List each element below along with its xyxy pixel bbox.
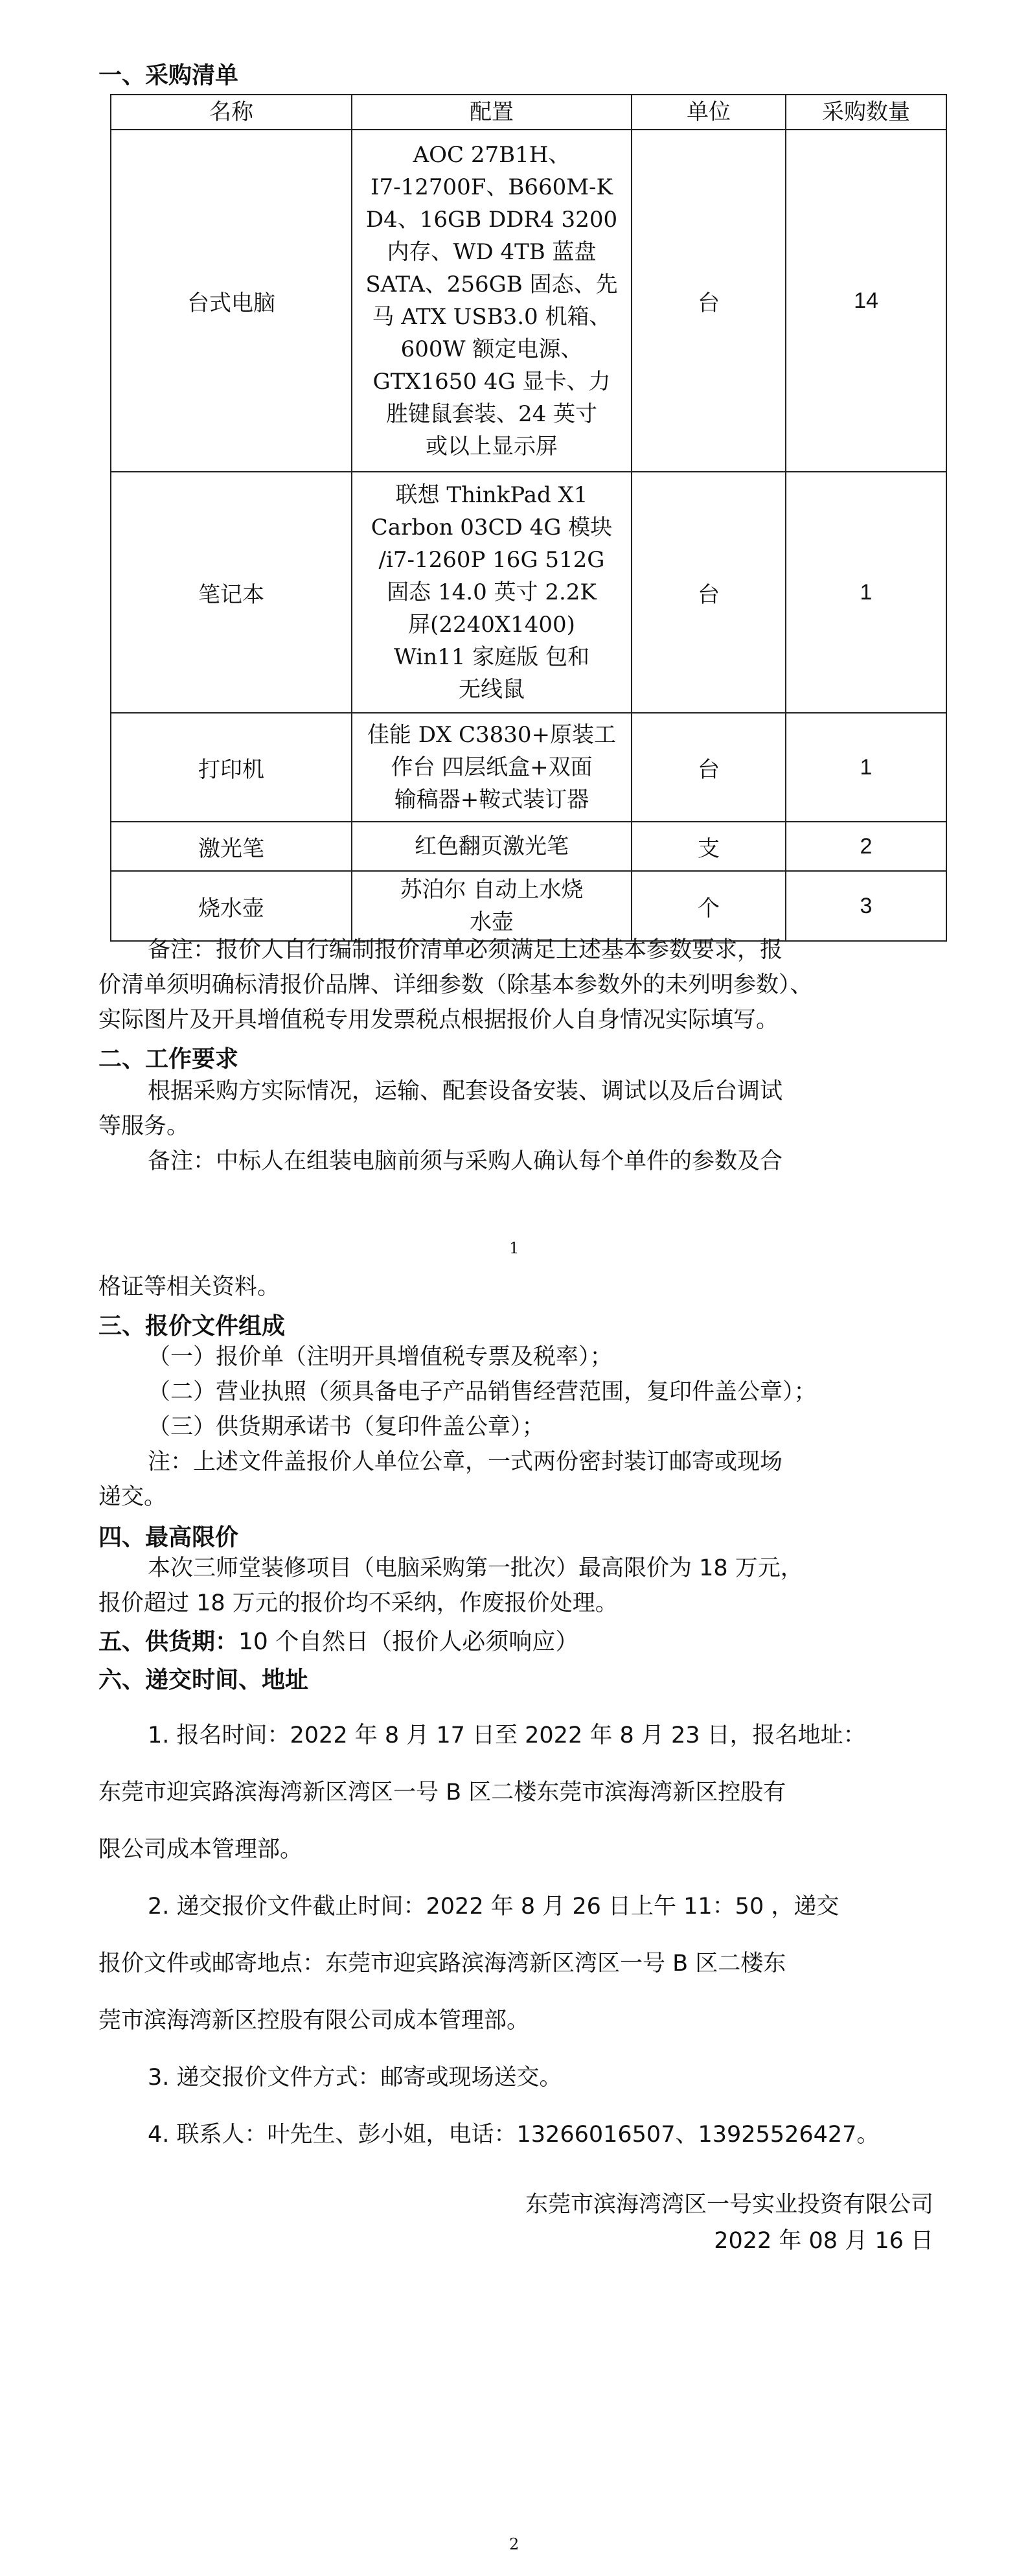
table-row xyxy=(111,713,946,822)
item-qty-cell: 3 xyxy=(786,871,946,941)
list-item: 报价文件或邮寄地点：东莞市迎宾路滨海湾新区湾区一号 B 区二楼东 xyxy=(98,1951,786,1977)
table-row xyxy=(111,130,946,472)
item-config-text: 苏泊尔 自动上水烧 水壶 xyxy=(400,877,584,935)
list-item: 4. 联系人：叶先生、彭小姐，电话：13266016507、13925526427。 xyxy=(148,2122,880,2148)
section-heading-submission: 六、递交时间、地址 xyxy=(98,1667,309,1693)
supply-period-text: 10 个自然日（报价人必须响应） xyxy=(238,1629,579,1655)
table-row xyxy=(111,822,946,871)
note-line: 价清单须明确标清报价品牌、详细参数（除基本参数外的未列明参数）、 xyxy=(98,972,813,998)
list-item: 1. 报名时间：2022 年 8 月 17 日至 2022 年 8 月 23 日，报名地址： xyxy=(148,1723,866,1748)
item-config-text: 佳能 DX C3830+原装工 作台 四层纸盒+双面 输稿器+鞍式装订器 xyxy=(367,722,617,813)
signature-date: 2022 年 08 月 16 日 xyxy=(714,2228,933,2254)
item-unit-cell: 台 xyxy=(632,472,786,713)
list-item: 东莞市迎宾路滨海湾新区湾区一号 B 区二楼东莞市滨海湾新区控股有 xyxy=(98,1780,786,1805)
note-line: 注：上述文件盖报价人单位公章，一式两份密封装订邮寄或现场 xyxy=(148,1449,783,1475)
section-heading-max-price: 四、最高限价 xyxy=(98,1524,239,1551)
list-item: 3. 递交报价文件方式：邮寄或现场送交。 xyxy=(148,2065,562,2091)
item-config-cell xyxy=(352,871,632,941)
table-header-row xyxy=(111,95,946,130)
procurement-table xyxy=(110,94,947,942)
signature-company: 东莞市滨海湾湾区一号实业投资有限公司 xyxy=(525,2192,933,2218)
item-qty-cell: 1 xyxy=(786,472,946,713)
table-row xyxy=(111,472,946,713)
page-number: 1 xyxy=(509,1239,520,1257)
item-config-cell xyxy=(352,472,632,713)
supply-period-line xyxy=(98,1624,578,1660)
list-item: 2. 递交报价文件截止时间：2022 年 8 月 26 日上午 11：50 ，递交 xyxy=(148,1894,840,1920)
note-line: 实际图片及开具增值税专用发票税点根据报价人自身情况实际填写。 xyxy=(98,1007,779,1033)
item-name-cell: 笔记本 xyxy=(111,472,352,713)
item-qty-cell: 2 xyxy=(786,822,946,871)
section-heading-quote-documents: 三、报价文件组成 xyxy=(98,1313,286,1340)
table-header-cell: 单位 xyxy=(632,95,786,130)
note-line: 备注：报价人自行编制报价清单必须满足上述基本参数要求，报 xyxy=(148,937,783,963)
table-header-cell: 采购数量 xyxy=(786,95,946,130)
table-header-cell: 名称 xyxy=(111,95,352,130)
list-item: （三）供货期承诺书（复印件盖公章）； xyxy=(148,1414,545,1440)
item-unit-cell: 台 xyxy=(632,130,786,472)
list-item: 莞市滨海湾新区控股有限公司成本管理部。 xyxy=(98,2008,530,2034)
paragraph-line: 报价超过 18 万元的报价均不采纳，作废报价处理。 xyxy=(98,1590,618,1616)
item-config-cell xyxy=(352,713,632,822)
list-item: （二）营业执照（须具备电子产品销售经营范围，复印件盖公章）； xyxy=(148,1379,817,1405)
note-line: 备注：中标人在组装电脑前须与采购人确认每个单件的参数及合 xyxy=(148,1148,783,1174)
table-header-cell: 配置 xyxy=(352,95,632,130)
item-qty-cell: 1 xyxy=(786,713,946,822)
item-name-cell: 台式电脑 xyxy=(111,130,352,472)
list-item: 限公司成本管理部。 xyxy=(98,1837,303,1862)
item-unit-cell: 支 xyxy=(632,822,786,871)
paragraph-line: 等服务。 xyxy=(98,1113,190,1139)
section-heading-supply-period: 五、供货期： xyxy=(98,1629,239,1655)
item-qty-cell: 14 xyxy=(786,130,946,472)
note-line: 递交。 xyxy=(98,1484,167,1510)
paragraph-line: 本次三师堂装修项目（电脑采购第一批次）最高限价为 18 万元， xyxy=(148,1555,803,1581)
item-config-cell xyxy=(352,130,632,472)
section-heading-procurement-list: 一、采购清单 xyxy=(98,62,239,89)
item-config-text: 联想 ThinkPad X1 Carbon 03CD 4G 模块 /i7-1260P 16G 512G 固态 14.0 英寸 2.2K 屏(2240X1400) Win11 家庭版 包和 无线鼠 xyxy=(371,482,613,702)
item-name-cell: 激光笔 xyxy=(111,822,352,871)
item-name-cell: 打印机 xyxy=(111,713,352,822)
item-config-text: AOC 27B1H、 I7-12700F、B660M-K D4、16GB DDR4 3200 内存、WD 4TB 蓝盘 SATA、256GB 固态、先 马 ATX USB3.0 机箱、 600W 额定电源、 GTX1650 4G 显卡、力 胜键鼠套装、24 英寸 或以上显示屏 xyxy=(365,142,618,459)
page-number: 2 xyxy=(509,2535,520,2553)
item-unit-cell: 个 xyxy=(632,871,786,941)
item-config-cell xyxy=(352,822,632,871)
paragraph-line: 格证等相关资料。 xyxy=(98,1274,280,1300)
table-row xyxy=(111,871,946,941)
item-name-cell: 烧水壶 xyxy=(111,871,352,941)
paragraph-line: 根据采购方实际情况，运输、配套设备安装、调试以及后台调试 xyxy=(148,1078,783,1104)
section-heading-work-requirements: 二、工作要求 xyxy=(98,1046,239,1073)
list-item: （一）报价单（注明开具增值税专票及税率）； xyxy=(148,1344,613,1370)
item-unit-cell: 台 xyxy=(632,713,786,822)
item-config-text: 红色翻页激光笔 xyxy=(415,833,569,859)
